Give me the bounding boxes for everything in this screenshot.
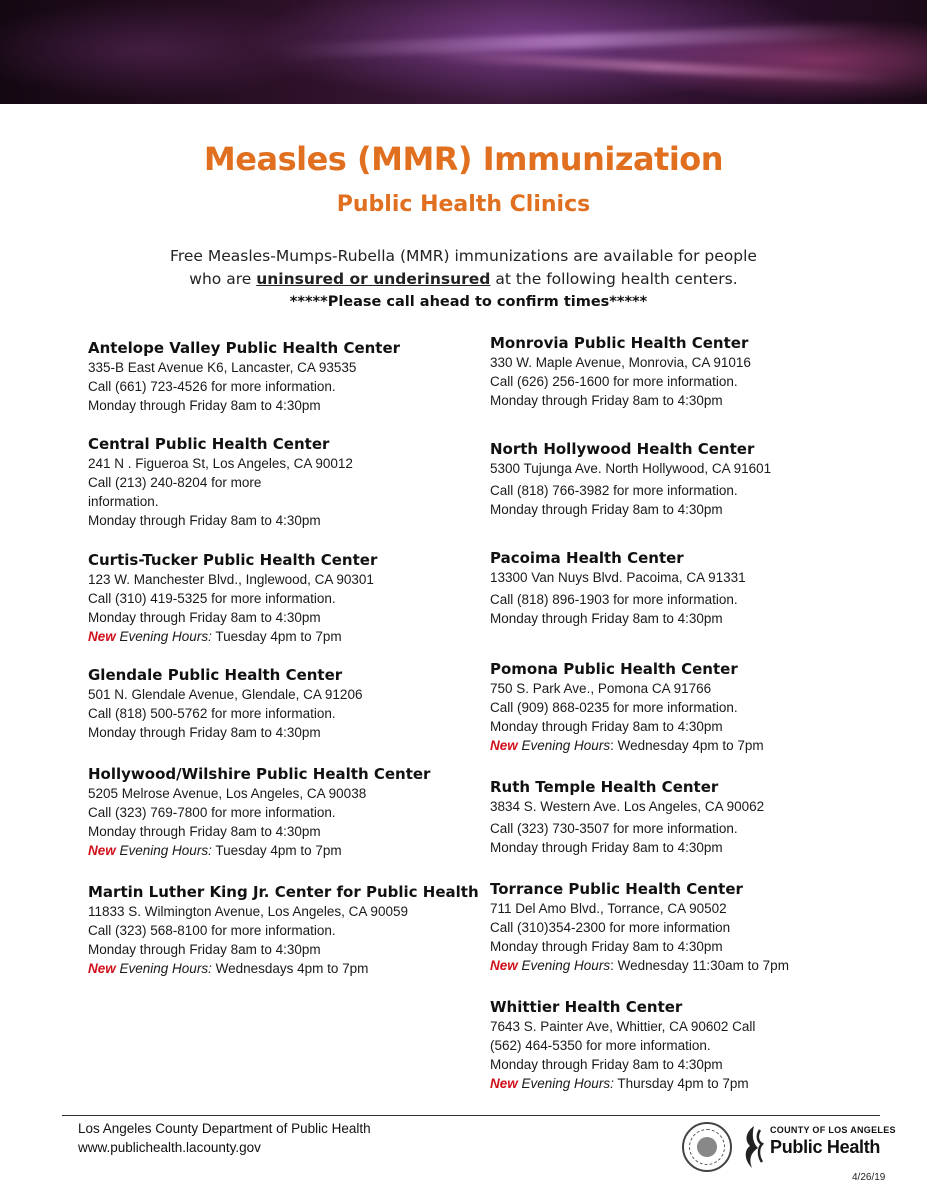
banner-light-streak bbox=[420, 49, 900, 84]
footer-divider bbox=[62, 1115, 880, 1116]
clinic-name: Monrovia Public Health Center bbox=[490, 334, 749, 352]
evening-time: Tuesday 4pm to 7pm bbox=[211, 629, 342, 644]
clinic-evening-hours bbox=[490, 1074, 890, 1093]
new-label: New bbox=[490, 958, 518, 973]
clinic-hours: Monday through Friday 8am to 4:30pm bbox=[88, 513, 321, 528]
clinic-entry bbox=[490, 997, 890, 1093]
clinic-entry bbox=[490, 439, 890, 519]
intro-line-1: Free Measles-Mumps-Rubella (MMR) immunizations are available for people bbox=[170, 247, 757, 265]
clinic-entry bbox=[88, 338, 488, 415]
evening-label: Evening Hours bbox=[517, 738, 611, 753]
evening-label: Evening Hours bbox=[517, 958, 611, 973]
clinic-phone: Call (818) 766-3982 for more information. bbox=[490, 483, 738, 498]
clinic-address: 5300 Tujunga Ave. North Hollywood, CA 91601 bbox=[490, 461, 772, 476]
clinic-entry bbox=[88, 665, 488, 742]
clinic-entry bbox=[490, 777, 890, 857]
evening-time: : Wednesday 11:30am to 7pm bbox=[610, 958, 789, 973]
clinic-evening-hours bbox=[88, 959, 488, 978]
clinic-hours: Monday through Friday 8am to 4:30pm bbox=[490, 719, 723, 734]
new-label: New bbox=[88, 843, 116, 858]
clinic-address-phone: 7643 S. Painter Ave, Whittier, CA 90602 Call (562) 464-5350 for more information. bbox=[490, 1019, 756, 1053]
logo-county-text: COUNTY OF LOS ANGELES bbox=[770, 1125, 896, 1135]
clinic-evening-hours bbox=[88, 841, 488, 860]
evening-label: Evening Hours: bbox=[115, 843, 212, 858]
clinic-address: 711 Del Amo Blvd., Torrance, CA 90502 bbox=[490, 901, 727, 916]
footer-website-link[interactable]: www.publichealth.lacounty.gov bbox=[78, 1140, 261, 1155]
clinic-address: 123 W. Manchester Blvd., Inglewood, CA 90301 bbox=[88, 572, 374, 587]
clinic-address: 330 W. Maple Avenue, Monrovia, CA 91016 bbox=[490, 355, 751, 370]
clinic-evening-hours bbox=[88, 627, 488, 646]
clinic-name: Martin Luther King Jr. Center for Public Health bbox=[88, 883, 479, 901]
intro-emphasis: uninsured or underinsured bbox=[256, 270, 491, 288]
new-label: New bbox=[490, 738, 518, 753]
new-label: New bbox=[88, 629, 116, 644]
page-title: Measles (MMR) Immunization bbox=[203, 140, 724, 178]
clinic-phone: Call (661) 723-4526 for more information. bbox=[88, 379, 336, 394]
clinic-hours: Monday through Friday 8am to 4:30pm bbox=[490, 939, 723, 954]
document-date: 4/26/19 bbox=[852, 1172, 886, 1183]
evening-time: : Wednesday 4pm to 7pm bbox=[610, 738, 764, 753]
intro-line-2 bbox=[0, 268, 927, 291]
clinic-phone: Call (213) 240-8204 for more information. bbox=[88, 475, 262, 509]
new-label: New bbox=[490, 1076, 518, 1091]
clinic-entry bbox=[490, 659, 890, 755]
clinic-entry bbox=[88, 550, 488, 646]
clinic-hours: Monday through Friday 8am to 4:30pm bbox=[490, 502, 723, 517]
clinic-address: 335-B East Avenue K6, Lancaster, CA 93535 bbox=[88, 360, 357, 375]
public-health-logo-icon bbox=[740, 1124, 766, 1170]
clinic-hours: Monday through Friday 8am to 4:30pm bbox=[88, 398, 321, 413]
header-banner bbox=[0, 0, 927, 104]
clinic-phone: Call (818) 500-5762 for more information. bbox=[88, 706, 336, 721]
clinic-hours: Monday through Friday 8am to 4:30pm bbox=[88, 824, 321, 839]
clinic-name: Pomona Public Health Center bbox=[490, 660, 738, 678]
evening-label: Evening Hours: bbox=[115, 961, 212, 976]
clinic-entry bbox=[88, 882, 488, 978]
clinic-name: Pacoima Health Center bbox=[490, 549, 684, 567]
clinic-address: 5205 Melrose Avenue, Los Angeles, CA 90038 bbox=[88, 786, 367, 801]
clinic-phone: Call (909) 868-0235 for more information. bbox=[490, 700, 738, 715]
clinic-phone: Call (818) 896-1903 for more information. bbox=[490, 592, 738, 607]
clinic-hours: Monday through Friday 8am to 4:30pm bbox=[490, 840, 723, 855]
clinic-address: 750 S. Park Ave., Pomona CA 91766 bbox=[490, 681, 712, 696]
clinic-name: Ruth Temple Health Center bbox=[490, 778, 719, 796]
banner-light-streak bbox=[280, 24, 880, 59]
call-ahead-notice: *****Please call ahead to confirm times***** bbox=[289, 294, 648, 310]
clinic-hours: Monday through Friday 8am to 4:30pm bbox=[88, 942, 321, 957]
clinic-phone: Call (626) 256-1600 for more information. bbox=[490, 374, 738, 389]
clinic-entry bbox=[490, 548, 890, 628]
clinic-name: North Hollywood Health Center bbox=[490, 440, 755, 458]
clinic-entry bbox=[490, 879, 890, 975]
county-seal-icon bbox=[682, 1122, 732, 1172]
clinic-address: 501 N. Glendale Avenue, Glendale, CA 91206 bbox=[88, 687, 363, 702]
clinic-phone: Call (310) 419-5325 for more information. bbox=[88, 591, 336, 606]
clinic-address: 3834 S. Western Ave. Los Angeles, CA 90062 bbox=[490, 799, 765, 814]
intro-line-2-pre: who are bbox=[189, 270, 257, 288]
clinic-entry bbox=[490, 333, 890, 410]
evening-time: Thursday 4pm to 7pm bbox=[613, 1076, 749, 1091]
evening-label: Evening Hours: bbox=[115, 629, 212, 644]
evening-time: Wednesdays 4pm to 7pm bbox=[211, 961, 369, 976]
clinic-name: Central Public Health Center bbox=[88, 435, 330, 453]
logo-public-health-text: Public Health bbox=[770, 1137, 881, 1157]
clinic-evening-hours bbox=[490, 736, 890, 755]
clinic-hours: Monday through Friday 8am to 4:30pm bbox=[88, 725, 321, 740]
clinic-address: 13300 Van Nuys Blvd. Pacoima, CA 91331 bbox=[490, 570, 746, 585]
intro-text bbox=[0, 245, 927, 291]
clinic-hours: Monday through Friday 8am to 4:30pm bbox=[490, 611, 723, 626]
footer-department: Los Angeles County Department of Public Health bbox=[78, 1121, 371, 1136]
clinic-phone: Call (323) 568-8100 for more information. bbox=[88, 923, 336, 938]
clinic-entry bbox=[88, 764, 488, 860]
intro-line-2-post: at the following health centers. bbox=[490, 270, 738, 288]
clinic-hours: Monday through Friday 8am to 4:30pm bbox=[490, 1057, 723, 1072]
clinic-address: 241 N . Figueroa St, Los Angeles, CA 90012 bbox=[88, 456, 353, 471]
clinic-hours: Monday through Friday 8am to 4:30pm bbox=[88, 610, 321, 625]
clinic-name: Hollywood/Wilshire Public Health Center bbox=[88, 765, 431, 783]
new-label: New bbox=[88, 961, 116, 976]
clinic-entry bbox=[88, 434, 488, 530]
clinic-phone: Call (323) 769-7800 for more information. bbox=[88, 805, 336, 820]
clinic-phone: Call (323) 730-3507 for more information. bbox=[490, 821, 738, 836]
clinic-phone: Call (310)354-2300 for more information bbox=[490, 920, 731, 935]
clinic-name: Whittier Health Center bbox=[490, 998, 683, 1016]
evening-time: Tuesday 4pm to 7pm bbox=[211, 843, 342, 858]
clinic-name: Antelope Valley Public Health Center bbox=[88, 339, 401, 357]
clinic-address: 11833 S. Wilmington Avenue, Los Angeles, CA 90059 bbox=[88, 904, 408, 919]
evening-label: Evening Hours: bbox=[517, 1076, 614, 1091]
page-subtitle: Public Health Clinics bbox=[336, 192, 591, 217]
clinic-name: Curtis-Tucker Public Health Center bbox=[88, 551, 378, 569]
clinic-hours: Monday through Friday 8am to 4:30pm bbox=[490, 393, 723, 408]
clinic-name: Torrance Public Health Center bbox=[490, 880, 743, 898]
clinic-name: Glendale Public Health Center bbox=[88, 666, 343, 684]
clinic-evening-hours bbox=[490, 956, 890, 975]
